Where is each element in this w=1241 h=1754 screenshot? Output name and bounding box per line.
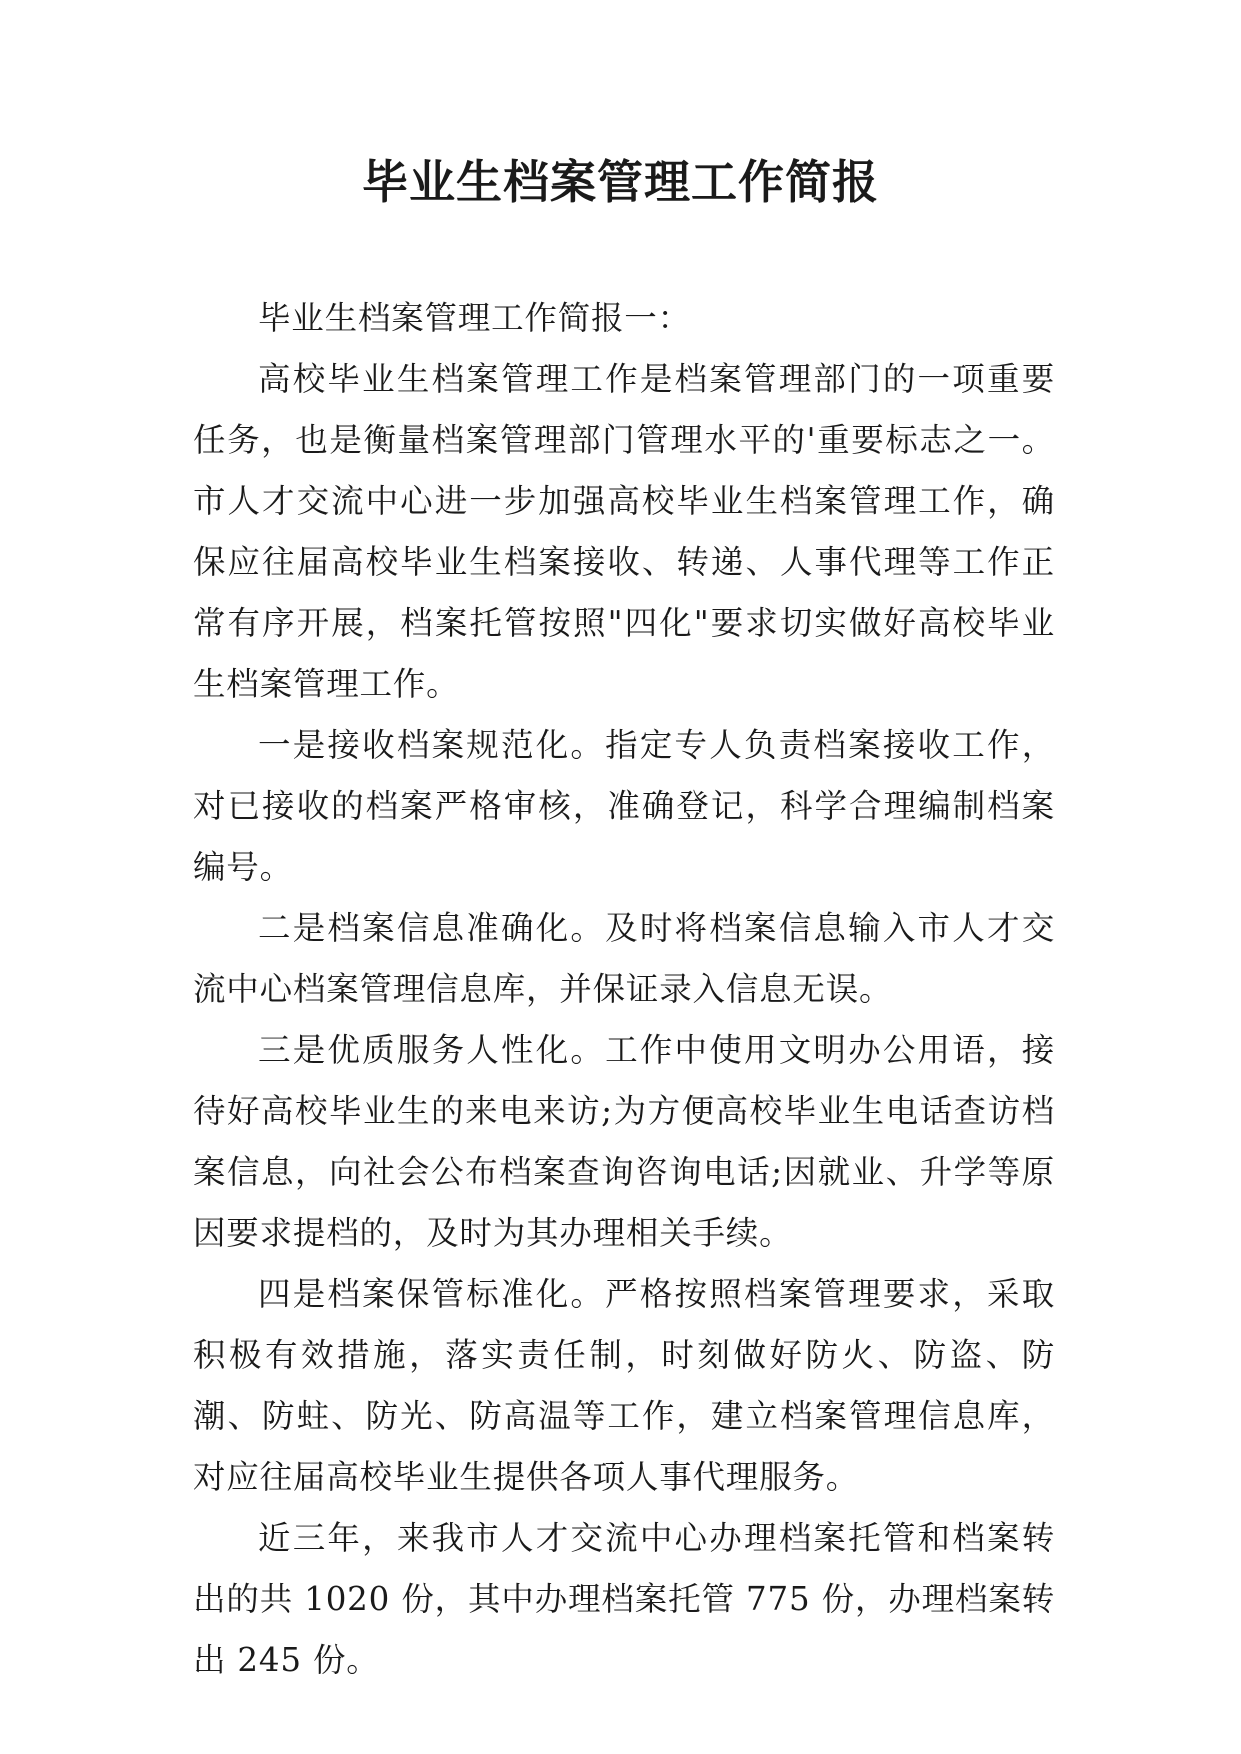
section-heading: 毕业生档案管理工作简报一：	[258, 299, 691, 337]
paragraph-receiving: 一是接收档案规范化。指定专人负责档案接收工作，对已接收的档案严格审核，准确登记，科学合理编制档案编号。	[193, 726, 1055, 886]
paragraph-statistics: 近三年，来我市人才交流中心办理档案托管和档案转出的共 1020 份，其中办理档案托管 775 份，办理档案转出 245 份。	[193, 1519, 1055, 1679]
intro-paragraph: 高校毕业生档案管理工作是档案管理部门的一项重要任务，也是衡量档案管理部门管理水平的'重要标志之一。市人才交流中心进一步加强高校毕业生档案管理工作，确保应往届高校毕业生档案接收、转递、人事代理等工作正常有序开展，档案托管按照"四化"要求切实做好高校毕业生档案管理工作。	[193, 360, 1055, 703]
document-title: 毕业生档案管理工作简报	[362, 155, 879, 209]
paragraph-service: 三是优质服务人性化。工作中使用文明办公用语，接待好高校毕业生的来电来访;为方便高校毕业生电话查访档案信息，向社会公布档案查询咨询电话;因就业、升学等原因要求提档的，及时为其办理相关手续。	[193, 1031, 1055, 1252]
document-body	[193, 288, 1055, 1691]
paragraph-storage: 四是档案保管标准化。严格按照档案管理要求，采取积极有效措施，落实责任制，时刻做好防火、防盗、防潮、防蛀、防光、防高温等工作，建立档案管理信息库，对应往届高校毕业生提供各项人事代理服务。	[193, 1275, 1055, 1496]
paragraph-information: 二是档案信息准确化。及时将档案信息输入市人才交流中心档案管理信息库，并保证录入信息无误。	[193, 909, 1055, 1008]
